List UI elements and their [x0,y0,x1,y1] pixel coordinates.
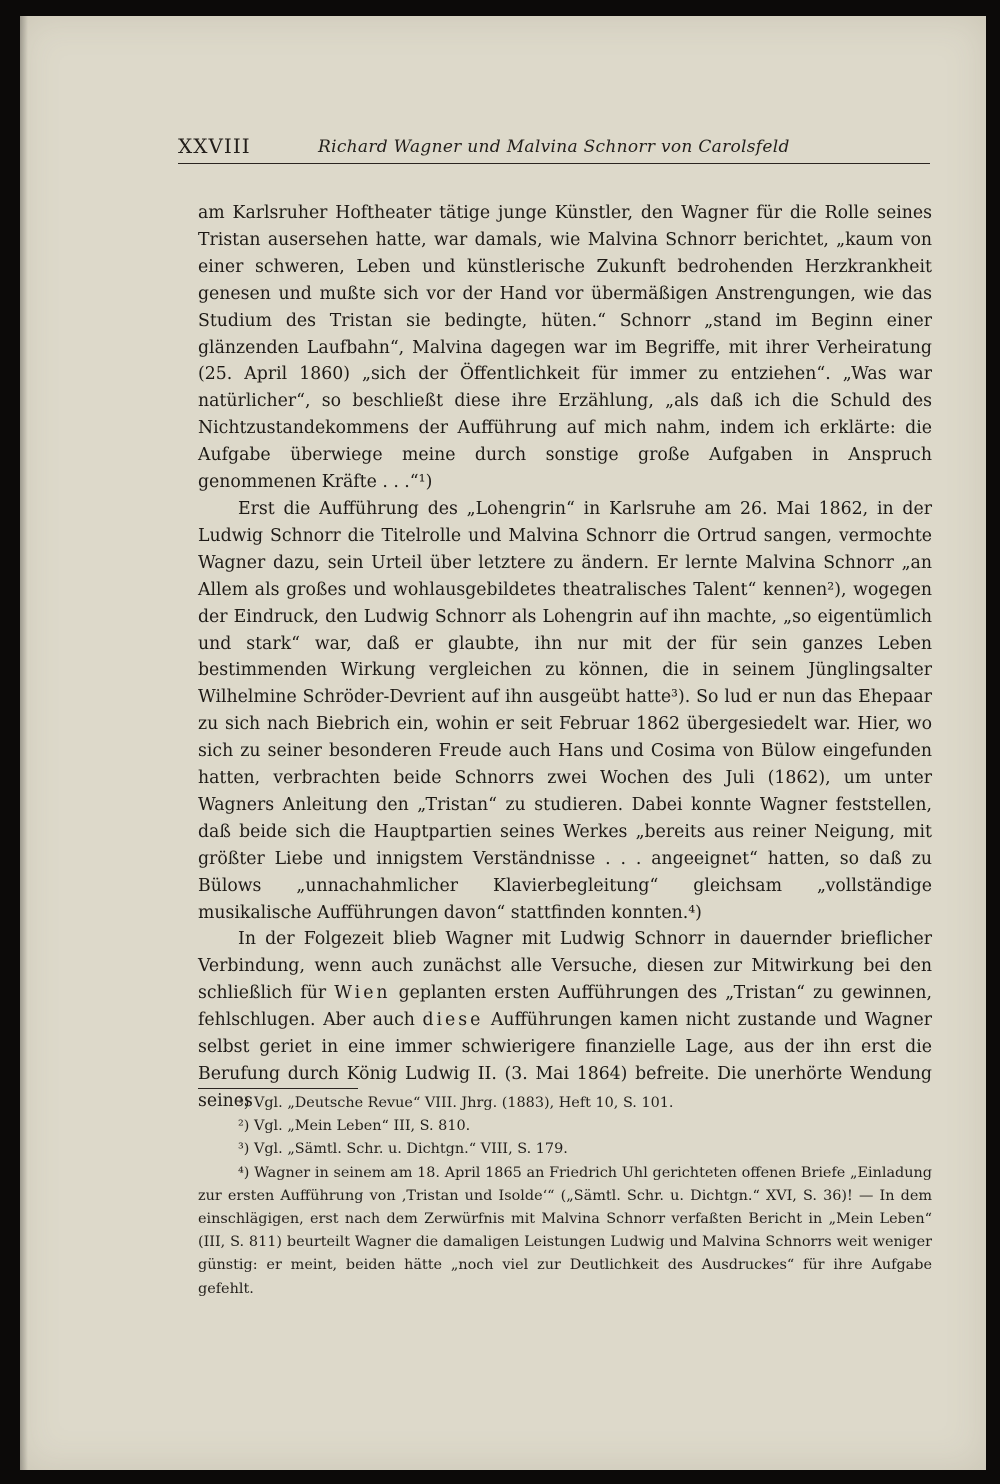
paragraph-1: am Karlsruher Hoftheater tätige junge Künstler, den Wagner für die Rolle seines Tristan ausersehen hatte, war damals, wie Malvina Schnorr berichtet, „kaum von einer schweren, Leben und künstlerische Zukunft bedrohenden Herzkrankheit genesen und mußte sich vor der Hand vor übermäßigen Anstrengungen, wie das Studium des Tristan sie bedingte, hüten.“ Schnorr „stand im Beginn einer glänzenden Laufbahn“, Malvina dagegen war im Begriffe, mit ihrer Verheiratung (25. April 1860) „sich der Öffentlichkeit für immer zu entziehen“. „Was war natürlicher“, so beschließt diese ihre Erzählung, „als daß ich die Schuld des Nichtzustandekommens der Aufführung auf mich nahm, indem ich erklärte: die Aufgabe überwiege meine durch sonstige große Aufgaben in Anspruch genommenen Kräfte . . .“¹) [198,203,932,493]
footnotes [198,1092,932,1301]
footnote-separator [198,1088,358,1089]
paragraph-3 [198,926,932,1114]
footnote-1: ¹) Vgl. „Deutsche Revue“ VIII. Jhrg. (1883), Heft 10, S. 101. [238,1095,674,1111]
main-text [198,200,932,1115]
footnote-3: ³) Vgl. „Sämtl. Schr. u. Dichtgn.“ VIII, S. 179. [238,1141,568,1158]
paragraph-2: Erst die Aufführung des „Lohengrin“ in Karlsruhe am 26. Mai 1862, in der Ludwig Schnorr die Titelrolle und Malvina Schnorr die Ortrud sangen, vermochte Wagner dazu, sein Urteil über letztere zu ändern. Er lernte Malvina Schnorr „an Allem als großes und wohlausgebildetes theatralisches Talent“ kennen²), wogegen der Eindruck, den Ludwig Schnorr als Lohengrin auf ihn machte, „so eigentümlich und stark“ war, daß er glaubte, ihn nur mit der für sein ganzes Leben bestimmenden Wirkung vergleichen zu können, die in seinem Jünglingsalter Wilhelmine Schröder-Devrient auf ihn ausgeübt hatte³). So lud er nun das Ehepaar zu sich nach Biebrich ein, wohin er seit Februar 1862 übergesiedelt war. Hier, wo sich zu seiner besonderen Freude auch Hans und Cosima von Bülow eingefunden hatten, verbrachten beide Schnorrs zwei Wochen des Juli (1862), um unter Wagners Anleitung den „Tristan“ zu studieren. Dabei konnte Wagner feststellen, daß beide sich die Hauptpartien seines Werkes „bereits aus reiner Neigung, mit größter Liebe und innigstem Verständnisse . . . angeeignet“ hatten, so daß zu Bülows „unnachahmlicher Klavierbegleitung“ gleichsam „vollständige musikalische Aufführungen davon“ stattfinden konnten.⁴) [198,498,932,923]
paragraph-3-part-a: In der Folgezeit blieb Wagner mit Ludwig Schnorr in dauernder brieflicher Verbindung, wenn auch zunächst alle Versuche, diesen zur Mitwirkung bei den schließlich für [198,929,932,1004]
running-title: Richard Wagner und Malvina Schnorr von Carolsfeld [318,137,790,157]
page-header [178,134,930,164]
emphasis-wien: Wien [334,983,391,1004]
page-edge-shadow [20,16,28,1470]
paragraph-3-part-b: geplanten ersten Aufführungen des „Tristan“ zu gewinnen, fehlschlugen. Aber auch [198,983,932,1031]
book-page [20,16,986,1470]
footnote-2: ²) Vgl. „Mein Leben“ III, S. 810. [238,1118,471,1135]
footnote-4: ⁴) Wagner in seinem am 18. April 1865 an Friedrich Uhl gerichteten offenen Briefe „Einladung zur ersten Aufführung von ‚Tristan und Isolde‘“ („Sämtl. Schr. u. Dichtgn.“ XVI, S. 36)! — In dem einschlägigen, erst nach dem Zerwürfnis mit Malvina Schnorr verfaßten Bericht in „Mein Leben“ (III, S. 811) beurteilt Wagner die damaligen Leistungen Ludwig und Malvina Schnorrs weit weniger günstig: er meint, beiden hätte „noch viel zur Deutlichkeit des Ausdruckes“ für ihre Aufgabe gefehlt. [198,1164,932,1297]
emphasis-diese: diese [422,1010,484,1031]
page-number: XXVIII [178,134,251,158]
paragraph-3-part-c: Aufführungen kamen nicht zustande und Wagner selbst geriet in eine immer schwierigere finanzielle Lage, aus der ihn erst die Berufung durch König Ludwig II. (3. Mai 1864) befreite. Die unerhörte Wendung seines [198,1010,933,1111]
